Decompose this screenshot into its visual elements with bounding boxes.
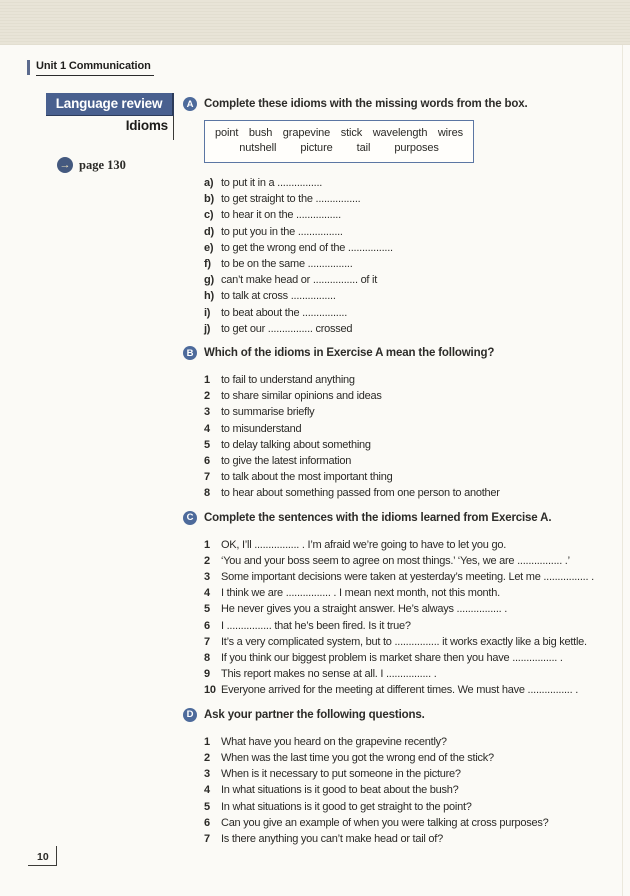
item-text: to get our ................ crossed bbox=[221, 322, 353, 335]
item-label: 3 bbox=[204, 406, 210, 419]
exercise-a-header bbox=[183, 97, 619, 111]
list-item bbox=[204, 240, 619, 256]
exercise-b bbox=[183, 346, 619, 502]
word-box-word: picture bbox=[300, 142, 333, 154]
word-box-row-1 bbox=[215, 126, 463, 141]
list-item bbox=[204, 734, 619, 750]
list-item bbox=[204, 388, 619, 404]
item-label: e) bbox=[204, 241, 214, 254]
exercise-a bbox=[183, 97, 619, 337]
page-number: 10 bbox=[28, 846, 57, 866]
word-box-word: bush bbox=[248, 127, 273, 139]
list-item bbox=[204, 272, 619, 288]
item-text: to get the wrong end of the ................ bbox=[221, 241, 393, 254]
item-label: 1 bbox=[204, 735, 210, 748]
item-label: 2 bbox=[204, 390, 210, 403]
list-item bbox=[204, 618, 619, 634]
right-arrow-icon: → bbox=[57, 157, 73, 173]
idioms-subtitle: Idioms bbox=[125, 118, 168, 133]
item-text: He never gives you a straight answer. He’s always ................ . bbox=[221, 603, 508, 616]
list-item bbox=[204, 256, 619, 272]
list-item bbox=[204, 485, 619, 501]
list-item bbox=[204, 682, 619, 698]
list-item bbox=[204, 750, 619, 766]
language-review-box: Language review bbox=[46, 93, 174, 116]
item-label: 5 bbox=[204, 603, 210, 616]
list-item bbox=[204, 634, 619, 650]
item-label: 2 bbox=[204, 554, 210, 567]
item-label: d) bbox=[204, 225, 214, 238]
word-box-word: wires bbox=[437, 127, 463, 139]
list-item bbox=[204, 766, 619, 782]
item-text: When was the last time you got the wrong end of the stick? bbox=[221, 751, 494, 764]
item-text: to delay talking about something bbox=[221, 438, 371, 451]
word-box-word: point bbox=[215, 127, 239, 139]
item-label: j) bbox=[204, 322, 211, 335]
item-label: 7 bbox=[204, 832, 210, 845]
item-label: b) bbox=[204, 193, 214, 206]
word-box-word: stick bbox=[340, 127, 363, 139]
list-item bbox=[204, 453, 619, 469]
item-text: can’t make head or ................ of it bbox=[221, 274, 378, 287]
exercise-d-badge: D bbox=[183, 708, 197, 722]
item-label: 4 bbox=[204, 784, 210, 797]
sidebar bbox=[46, 93, 174, 173]
item-text: This report makes no sense at all. I ................ . bbox=[221, 668, 437, 681]
page-number-corner bbox=[28, 847, 57, 865]
unit-header bbox=[27, 60, 154, 76]
word-box-word: grapevine bbox=[282, 127, 331, 139]
list-item bbox=[204, 585, 619, 601]
exercise-d-heading: Ask your partner the following questions. bbox=[204, 708, 425, 721]
exercise-d-header bbox=[183, 708, 619, 722]
word-box bbox=[204, 120, 474, 163]
item-label: i) bbox=[204, 306, 211, 319]
item-label: 2 bbox=[204, 751, 210, 764]
unit-header-bar bbox=[27, 60, 30, 75]
item-text: to get straight to the ................ bbox=[221, 193, 361, 206]
item-text: to summarise briefly bbox=[221, 406, 315, 419]
item-label: 4 bbox=[204, 422, 210, 435]
list-item bbox=[204, 569, 619, 585]
exercise-c-heading: Complete the sentences with the idioms learned from Exercise A. bbox=[204, 511, 552, 524]
exercise-d bbox=[183, 708, 619, 847]
unit-header-label: Unit 1 Communication bbox=[36, 60, 154, 76]
list-item bbox=[204, 372, 619, 388]
item-text: Everyone arrived for the meeting at different times. We must have ................ . bbox=[221, 684, 579, 697]
item-text: What have you heard on the grapevine recently? bbox=[221, 735, 447, 748]
word-box-word: nutshell bbox=[239, 142, 277, 154]
item-label: 7 bbox=[204, 635, 210, 648]
item-label: g) bbox=[204, 274, 214, 287]
item-text: In what situations is it good to beat about the bush? bbox=[221, 784, 459, 797]
item-text: In what situations is it good to get straight to the point? bbox=[221, 800, 472, 813]
item-text: to be on the same ................ bbox=[221, 258, 353, 271]
item-text: to fail to understand anything bbox=[221, 374, 355, 387]
list-item bbox=[204, 650, 619, 666]
item-label: 8 bbox=[204, 652, 210, 665]
exercise-a-list bbox=[183, 175, 619, 337]
item-text: to hear about something passed from one person to another bbox=[221, 487, 500, 500]
item-text: to put you in the ................ bbox=[221, 225, 343, 238]
item-text: When is it necessary to put someone in the picture? bbox=[221, 768, 461, 781]
item-text: to share similar opinions and ideas bbox=[221, 390, 382, 403]
item-label: a) bbox=[204, 177, 214, 189]
list-item bbox=[204, 782, 619, 798]
item-text: to misunderstand bbox=[221, 422, 302, 435]
list-item bbox=[204, 469, 619, 485]
list-item bbox=[204, 537, 619, 553]
item-text: to beat about the ................ bbox=[221, 306, 348, 319]
item-text: to talk about the most important thing bbox=[221, 471, 393, 484]
item-label: 8 bbox=[204, 487, 210, 500]
word-box-row-2 bbox=[215, 141, 463, 156]
list-item bbox=[204, 815, 619, 831]
item-text: If you think our biggest problem is market share then you have ................ . bbox=[221, 652, 563, 665]
list-item bbox=[204, 666, 619, 682]
item-label: 6 bbox=[204, 455, 210, 468]
word-box-word: tail bbox=[356, 142, 371, 154]
item-label: 3 bbox=[204, 768, 210, 781]
item-text: Is there anything you can’t make head or tail of? bbox=[221, 832, 443, 845]
list-item bbox=[204, 437, 619, 453]
item-text: It’s a very complicated system, but to ................ it works exactly like a big kettle. bbox=[221, 635, 587, 648]
list-item bbox=[204, 175, 619, 191]
scanned-page-top-edge bbox=[0, 0, 630, 45]
list-item bbox=[204, 601, 619, 617]
item-text: OK, I’ll ................ . I’m afraid we’re going to have to let you go. bbox=[221, 538, 506, 551]
item-label: 10 bbox=[204, 684, 216, 697]
list-item bbox=[204, 191, 619, 207]
item-label: 1 bbox=[204, 538, 210, 551]
exercise-b-list bbox=[183, 372, 619, 502]
item-text: Some important decisions were taken at yesterday’s meeting. Let me ................ . bbox=[221, 571, 594, 584]
item-text: I ................ that he’s been fired. Is it true? bbox=[221, 619, 411, 632]
list-item bbox=[204, 288, 619, 304]
list-item bbox=[204, 553, 619, 569]
item-label: 7 bbox=[204, 471, 210, 484]
exercise-a-heading: Complete these idioms with the missing words from the box. bbox=[204, 98, 528, 110]
exercise-c-header bbox=[183, 511, 619, 525]
word-box-word: wavelength bbox=[372, 127, 428, 139]
exercises-column bbox=[183, 97, 619, 856]
list-item bbox=[204, 831, 619, 847]
exercise-c bbox=[183, 511, 619, 699]
item-label: c) bbox=[204, 209, 214, 222]
item-text: Can you give an example of when you were talking at cross purposes? bbox=[221, 816, 549, 829]
exercise-d-list bbox=[183, 734, 619, 847]
word-box-word: purposes bbox=[394, 142, 439, 154]
list-item bbox=[204, 207, 619, 223]
item-label: 5 bbox=[204, 800, 210, 813]
page-reference-label: page 130 bbox=[79, 157, 126, 172]
item-label: 1 bbox=[204, 374, 210, 387]
page-reference bbox=[57, 157, 174, 173]
item-text: to put it in a ................ bbox=[221, 177, 323, 189]
item-label: 6 bbox=[204, 816, 210, 829]
item-label: 9 bbox=[204, 668, 210, 681]
item-text: to hear it on the ................ bbox=[221, 209, 341, 222]
exercise-a-badge: A bbox=[183, 97, 197, 111]
item-text: I think we are ................ . I mean next month, not this month. bbox=[221, 587, 500, 600]
item-text: to talk at cross ................ bbox=[221, 290, 336, 303]
exercise-b-header bbox=[183, 346, 619, 360]
list-item bbox=[204, 305, 619, 321]
list-item bbox=[204, 404, 619, 420]
exercise-b-badge: B bbox=[183, 346, 197, 360]
list-item bbox=[204, 421, 619, 437]
item-text: to give the latest information bbox=[221, 455, 352, 468]
item-label: 4 bbox=[204, 587, 210, 600]
list-item bbox=[204, 799, 619, 815]
exercise-c-badge: C bbox=[183, 511, 197, 525]
page-edge-line bbox=[622, 45, 623, 896]
idioms-subtitle-row bbox=[46, 116, 174, 140]
item-label: f) bbox=[204, 258, 211, 271]
item-text: ‘You and your boss seem to agree on most things.’ ‘Yes, we are ................ .’ bbox=[221, 554, 570, 567]
item-label: 6 bbox=[204, 619, 210, 632]
item-label: h) bbox=[204, 290, 214, 303]
item-label: 3 bbox=[204, 571, 210, 584]
exercise-b-heading: Which of the idioms in Exercise A mean the following? bbox=[204, 347, 495, 360]
list-item bbox=[204, 224, 619, 240]
list-item bbox=[204, 321, 619, 337]
item-label: 5 bbox=[204, 438, 210, 451]
exercise-c-list bbox=[183, 537, 619, 699]
